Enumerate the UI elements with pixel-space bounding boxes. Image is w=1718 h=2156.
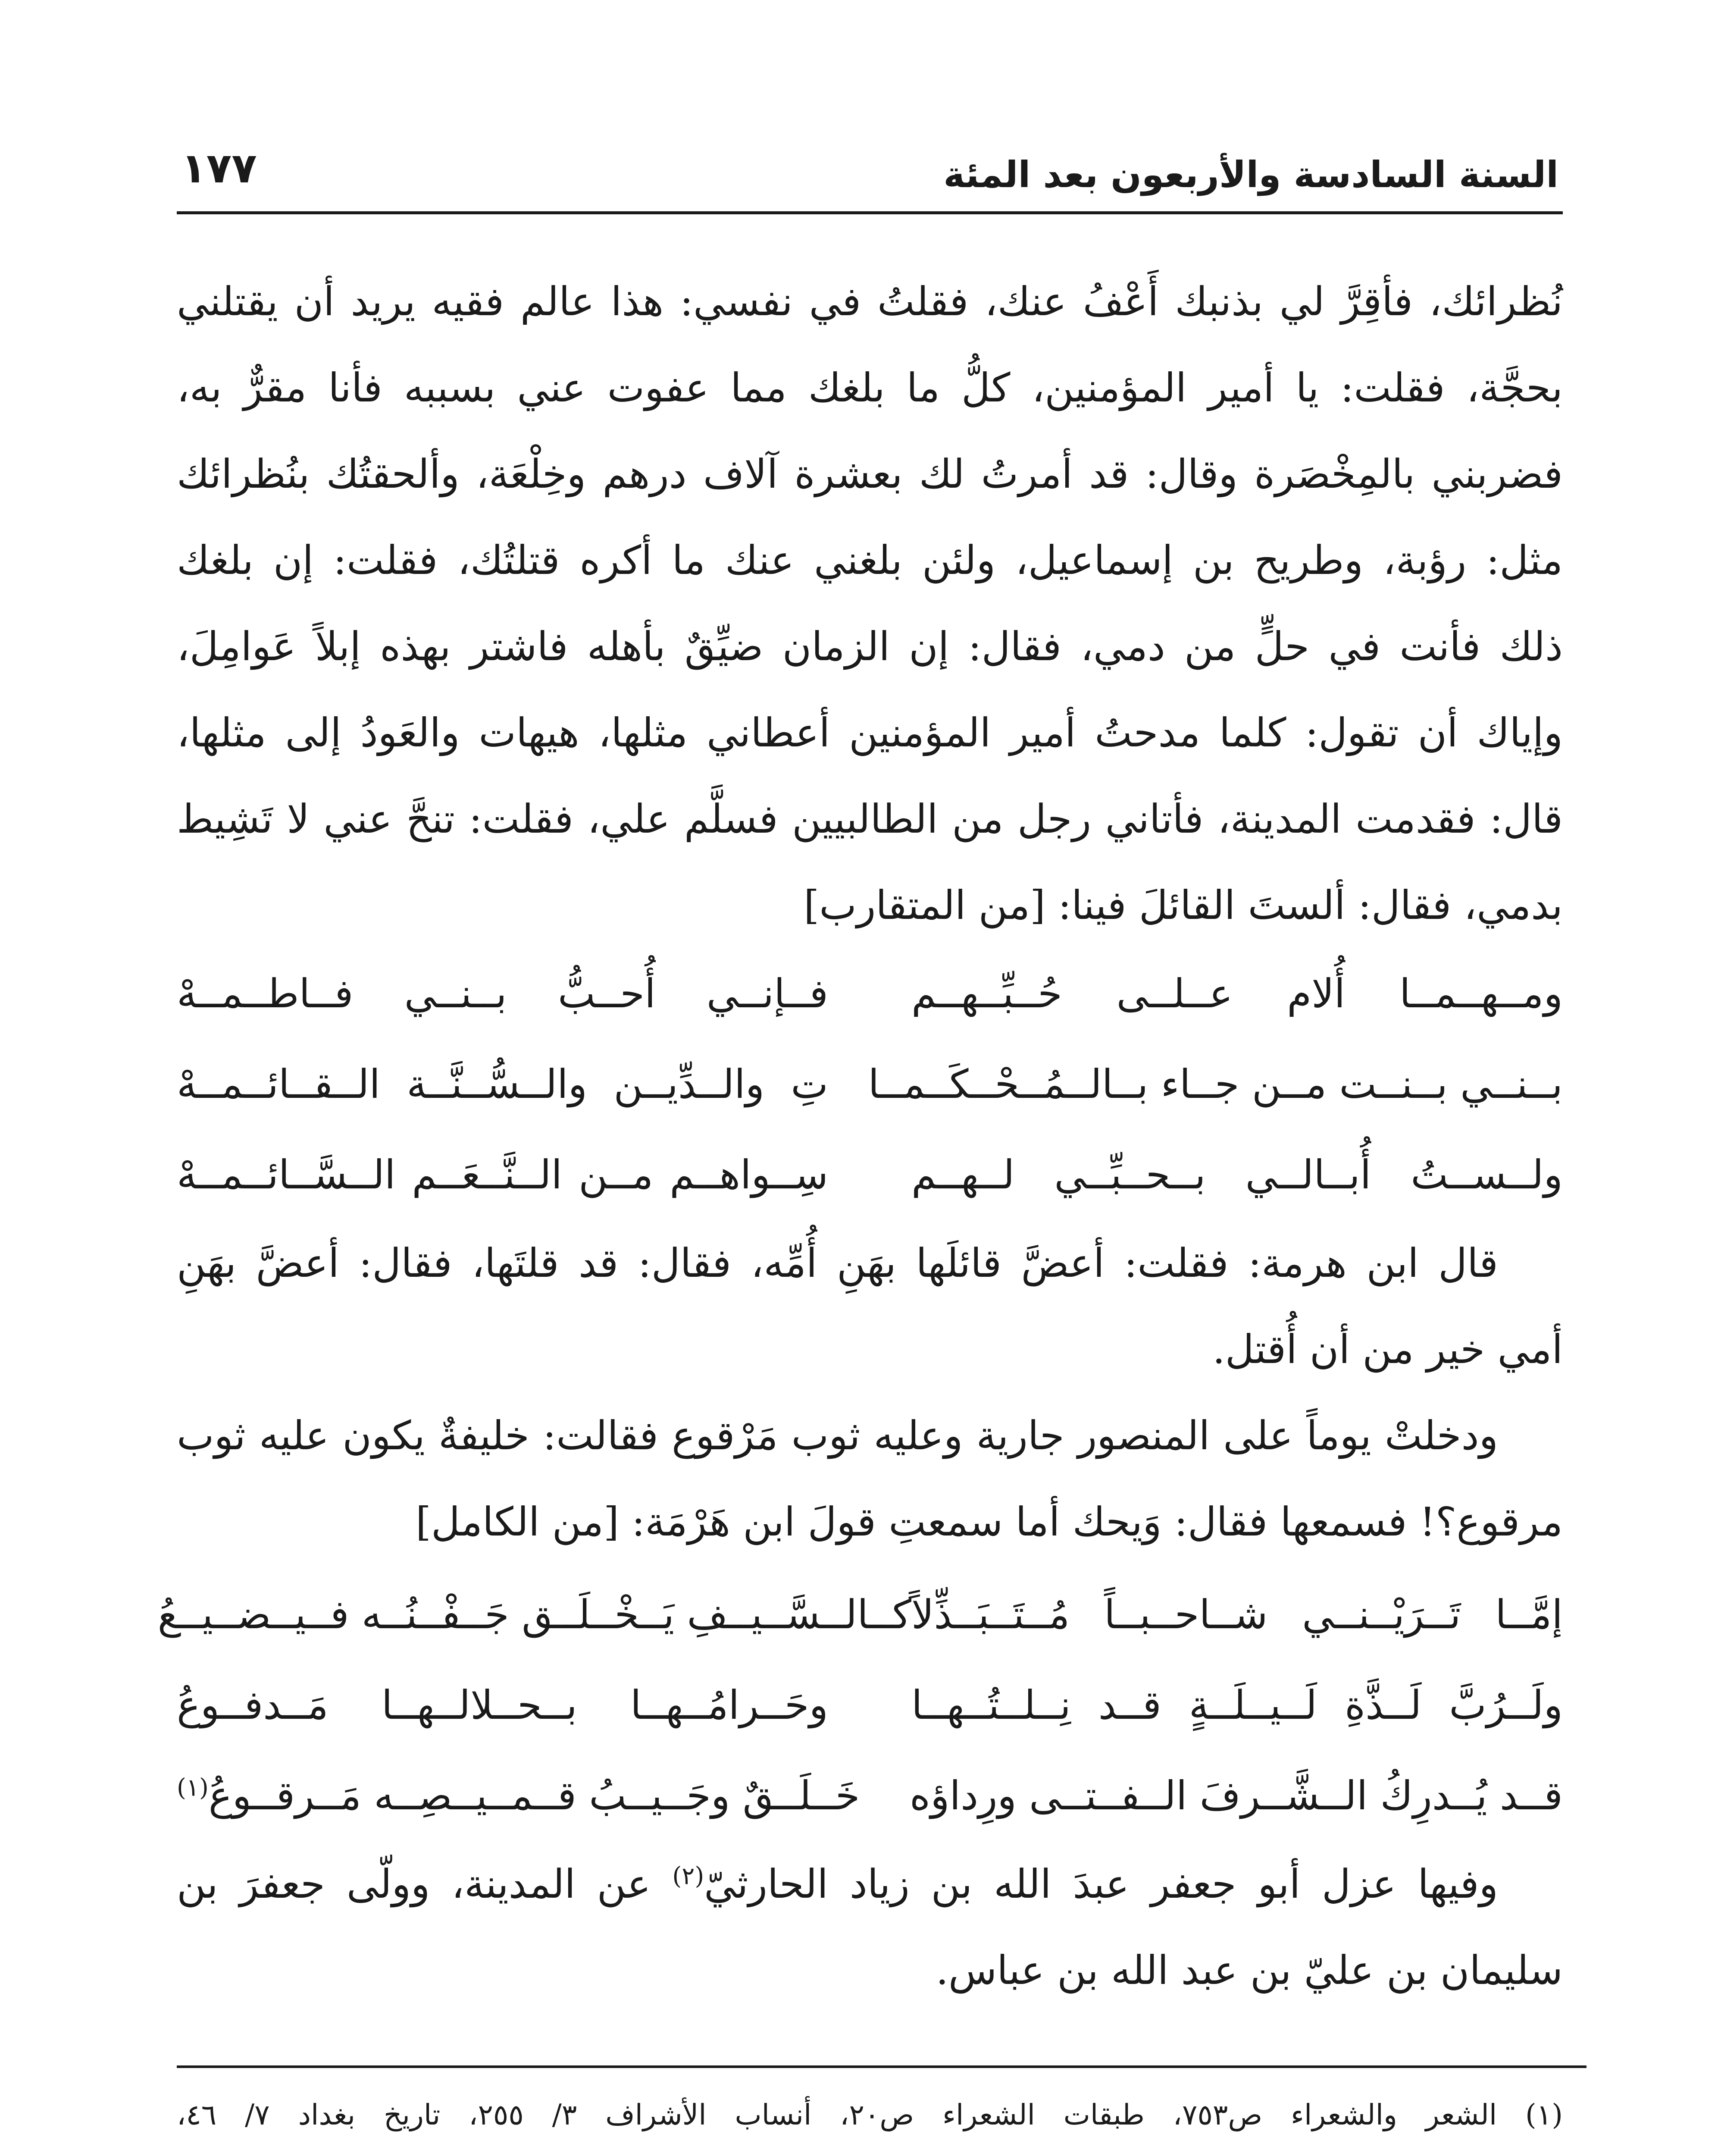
footnote-marker[interactable]: (١): [177, 1774, 209, 1802]
first-hemistich: بــنــي بــنــت مــن جــاء بــالــمُــحْــكَــمــا: [868, 1061, 1563, 1107]
second-hemistich: [177, 1751, 860, 1841]
text-line: بحجَّة، فقلت: يا أمير المؤمنين، كلُّ ما بلغك مما عفوت عني بسببه فأنا مقرٌّ به،: [177, 365, 1563, 411]
footnote-separator: [177, 2065, 1587, 2068]
first-hemistich: ولــســتُ أُبــالــي بــحــبِّــي لــهــم: [911, 1152, 1563, 1198]
poem-mutaqarib: [177, 949, 1563, 1220]
text-line: نُظرائك، فأقِرَّ لي بذنبك أَعْفُ عنك، فقلتُ في نفسي: هذا عالم فقيه يريد أن يقتلني: [177, 279, 1563, 325]
first-hemistich: ومــهــمــا أُلام عــلــى حُــبِّــهــم: [911, 971, 1563, 1017]
text-line: قال ابن هرمة: فقلت: أعضَّ قائلَها بهَنِ أُمِّه، فقال: قد قلتَها، فقال: أعضَّ بهَنِ: [177, 1240, 1498, 1286]
text-line: مرقوع؟! فسمعها فقال: وَيحك أما سمعتِ قولَ ابن هَرْمَة: [من الكامل]: [416, 1499, 1563, 1545]
footnote-1-line: [177, 2147, 1563, 2156]
verse-line: [177, 1660, 1563, 1751]
text-line: ودخلتْ يوماً على المنصور جارية وعليه ثوب مَرْقوع فقالت: خليفةٌ يكون عليه ثوب: [177, 1413, 1498, 1459]
poem-kamil: [157, 1570, 1563, 1841]
verse-line: [177, 1130, 1563, 1220]
header-rule: [177, 211, 1563, 214]
text-line: وإياك أن تقول: كلما مدحتُ أمير المؤمنين أعطاني مثلها، هيهات والعَودُ إلى مثلها،: [177, 710, 1563, 756]
text-line: بدمي، فقال: ألستَ القائلَ فينا: [من المتقارب]: [804, 882, 1563, 928]
paragraph-block-2: [177, 1220, 1563, 1565]
first-hemistich: إمَّــا تَــرَيْــنــي شــاحــبــاً مُــتَــبَــذِّلاً: [911, 1592, 1563, 1638]
second-hemistich: سِــواهــم مــن الــنَّــعَــم الــسَّــائــمــهْ: [177, 1152, 829, 1198]
verse-line: [157, 1570, 1563, 1660]
second-hemistich: تِ والــدِّيــن والــسُّــنَّــة الــقــائــمــهْ: [177, 1061, 829, 1107]
footnote-1-line: (١) الشعر والشعراء ص٧٥٣، طبقات الشعراء ص٢٠، أنساب الأشراف ٣/ ٢٥٥، تاريخ بغداد ٧/ ٤٦،: [177, 2098, 1563, 2131]
paragraph-block-3: [177, 1841, 1563, 2014]
text-line: سليمان بن عليّ بن عبد الله بن عباس.: [936, 1947, 1563, 1993]
verse-line: [177, 1039, 1563, 1130]
text-line: فضربني بالمِخْصَرة وقال: قد أمرتُ لك بعشرة آلاف درهم وخِلْعَة، وألحقتُك بنُظرائك: [177, 451, 1563, 497]
text-segment: عن المدينة، وولّى جعفرَ بن: [177, 1861, 673, 1907]
second-hemistich: وحَــرامُــهــا بــحــلالــهــا مَــدفــوعُ: [177, 1682, 829, 1728]
second-hemistich: كــالــسَّــيــفِ يَــخْــلَــق جَــفْــنُــه فــيــضــيــعُ: [157, 1592, 911, 1638]
text-segment: وفيها عزل أبو جعفر عبدَ الله بن زياد الحارثيّ: [704, 1861, 1498, 1907]
text-line: [177, 1841, 1563, 1927]
text-line: مثل: رؤبة، وطريح بن إسماعيل، ولئن بلغني عنك ما أكره قتلتُك، فقلت: إن بلغك: [177, 537, 1563, 583]
first-hemistich: قــد يُــدرِكُ الــشَّــرفَ الــفــتــى ورِداؤه: [909, 1773, 1563, 1819]
second-hemistich: فــإنــي أُحــبُّ بــنــي فــاطــمــهْ: [177, 971, 829, 1017]
first-hemistich: ولَــرُبَّ لَــذَّةِ لَــيــلَــةٍ قــد نِــلــتُــهــا: [911, 1682, 1563, 1728]
text-line: أمي خير من أن أُقتل.: [1212, 1326, 1563, 1373]
hemistich-text: خَــلَــقٌ وجَــيــبُ قــمــيــصِــه مَــرقــوعُ: [208, 1773, 860, 1819]
verse-line: [177, 949, 1563, 1039]
text-line: ذلك فأنت في حلٍّ من دمي، فقال: إن الزمان ضيِّقٌ بأهله فاشتر بهذه إبلاً عَوامِلَ،: [177, 624, 1563, 670]
text-line: قال: فقدمت المدينة، فأتاني رجل من الطالبيين فسلَّم علي، فقلت: تنحَّ عني لا تَشِيط: [177, 796, 1563, 842]
running-title: السنة السادسة والأربعون بعد المئة: [943, 154, 1558, 196]
verse-line: [177, 1751, 1563, 1841]
paragraph-block-1: [177, 259, 1563, 949]
footnote-marker[interactable]: (٢): [672, 1862, 704, 1890]
page-number: ١٧٧: [181, 144, 257, 192]
footnotes: [177, 2083, 1563, 2156]
